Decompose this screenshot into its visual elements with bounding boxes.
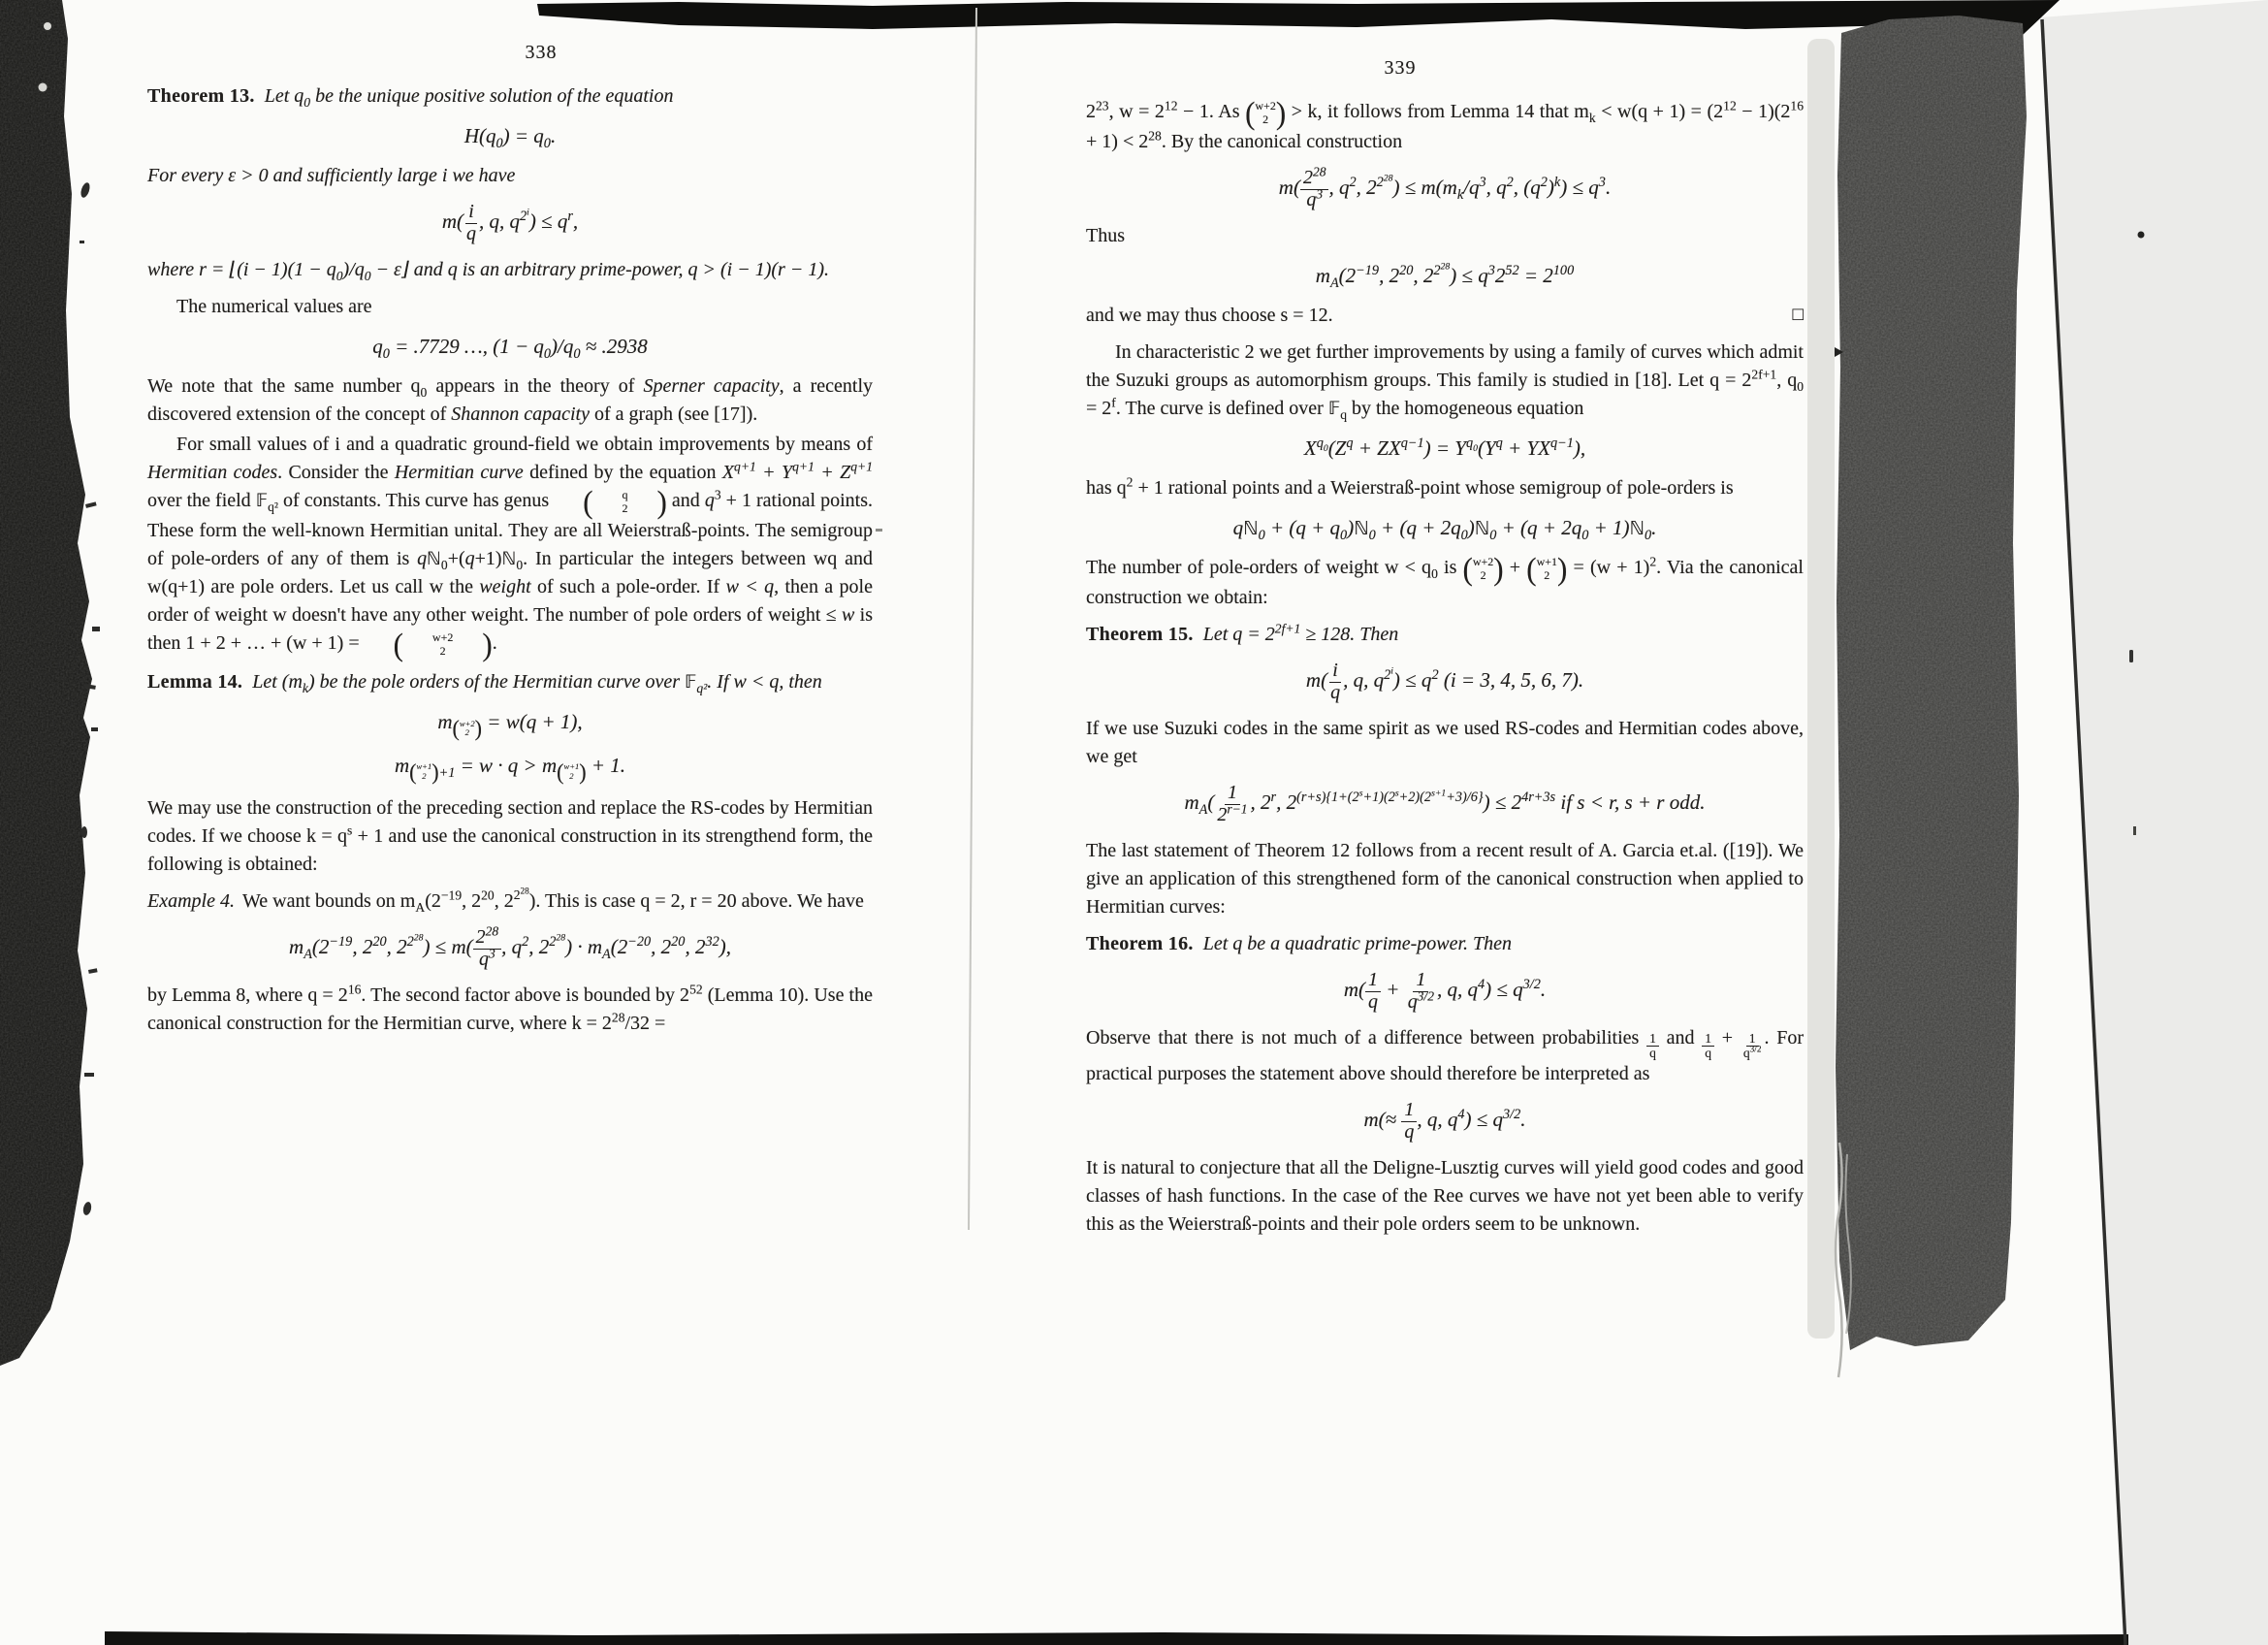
theorem-13-heading: [147, 82, 873, 111]
theorem-16-heading: [1086, 930, 1804, 958]
paragraph-suzuki-codes: If we use Suzuki codes in the same spirit as we used RS-codes and Hermitian codes above, we get: [1086, 718, 1804, 768]
gutter-line: [969, 8, 976, 1230]
strip-white-speck: [44, 22, 51, 30]
paragraph-choose-s: [1086, 302, 1804, 330]
equation-theorem-16: m( $\frac{1}{q}$ + $\frac{1}{q^{3/2}}$ , q, $q^4) \le q^{3/2}$.: [1343, 969, 1547, 1013]
equation-lemma14-first: m $_{( w+2 2 )}$ = w(q + 1),: [437, 710, 583, 742]
paragraph-canonical-construction: We may use the construction of the preceding section and replace the RS-codes by Hermitian codes. If we choose $k = q^s + 1$ and use the canonical construction in its strengthend form, the following is obtained:: [147, 797, 874, 876]
paragraph-hermitian-codes: For small values of i and a quadratic ground-field we obtain improvements by means of Hermitian codes. Consider the Hermitian curve defined by the equation $X^{q+1} + Y^{q+1} + Z^{q+1}$ over the field 𝔽$_{q^2}$ of constants. This curve has genus ( q 2 ) and $q^3 + 1$ rational points. These form the well-known Hermitian unital. They are all Weierstraß-points. The semigroup of pole-orders of any of them is qℕ$_0$+(q+1)ℕ$_0$. In particular the integers between wq and w(q+1) are pole orders. Let us call w the weight of such a pole-order. If w < q, then a pole order of weight w doesn't have any other weight. The number of pole orders of weight ≤ w is then 1 + 2 + … + (w + 1) = ( w+2 2 ) .: [147, 434, 873, 662]
lemma-14-heading: [147, 668, 873, 696]
page-number-left: 338: [525, 42, 558, 63]
page-edge-slanted-line: [2042, 19, 2125, 1645]
choose-s-text: and we may thus choose s = 12.: [1086, 305, 1333, 327]
paragraph-thus: Thus: [1086, 225, 1125, 247]
equation-thus-bound: $m_A(2^{-19}$, $2^{20}$, $2^{2^{28}}) \le q^32^{52} = 2^{100}$: [1315, 261, 1575, 292]
page-339: [1086, 54, 1804, 1241]
equation-approx: m(≈ $\frac{1}{q}$ , q, $q^4) \le q^{3/2}$.: [1363, 1099, 1526, 1143]
scan-right-margin-region: [2040, 0, 2268, 1645]
equation-theorem-15: m( $\frac{i}{q}$ , q, $q^{2^i}) \le q^2$ (i = 3, 4, 5, 6, 7).: [1305, 660, 1584, 703]
page-338: [147, 39, 873, 1040]
paragraph-sperner-capacity: We note that the same number $q_0$ appears in the theory of Sperner capacity, a recently discovered extension of the concept of Shannon capacity of a graph (see [17]).: [147, 375, 873, 426]
theorem-16-body: Let q be a quadratic prime-power. Then: [1202, 933, 1513, 955]
paragraph-garcia: The last statement of Theorem 12 follows from a recent result of A. Garcia et.al. ([19]). We give an application of this strengthened form of the canonical construction when applied to Hermitian curves:: [1086, 840, 1804, 919]
equation-canonical-bound: m( $\frac{2^{28}}{q^3}$ , $q^2$, $2^{2^{28}}) \le m(m_k/q^3$, $q^2$, $(q^2)^k) \le q^3$.: [1278, 164, 1612, 210]
equation-suzuki-curve: $X^{q_0}(Z^q + ZX^{q-1}) = Y^{q_0}(Y^q + YX^{q-1})$,: [1303, 435, 1586, 461]
margin-smudges: [80, 181, 100, 1216]
equation-m-bound: m( $\frac{i}{q}$ , q, $q^{2^i}) \le q^r$,: [441, 201, 579, 244]
paragraph-characteristic-2: In characteristic 2 we get further improvements by using a family of curves which admit the Suzuki groups as automorphism groups. This family is studied in [18]. Let $q = 2^{2f+1}$, $q_0 = 2^f$. The curve is defined over 𝔽$_q$ by the homogeneous equation: [1086, 341, 1804, 423]
theorem-13-hypothesis: For every ε > 0 and sufficiently large i we have: [147, 165, 516, 186]
example-4-body: We want bounds on $m_A(2^{-19}$, $2^{20}$, $2^{2^{28}}$). This is case q = 2, r = 20 above. We have: [241, 886, 864, 916]
equation-q0-value: $q_0 = .7729$ …, $(1 - q_0)/q_0 \approx .2938$: [372, 335, 648, 363]
example-4-label: Example 4.: [147, 890, 235, 913]
theorem-13-label: Theorem 13.: [147, 85, 255, 107]
paragraph-rational-points: has $q^2 + 1$ rational points and a Weierstraß-point whose semigroup of pole-orders is: [1086, 474, 1734, 500]
theorem-15-label: Theorem 15.: [1086, 624, 1194, 646]
theorem-15-body: Let $q = 2^{2f+1} \ge 128$. Then: [1202, 621, 1399, 646]
paragraph-numerical-values: The numerical values are: [176, 296, 372, 318]
page-curl-shadow: [1807, 39, 1835, 1339]
theorem-15-heading: [1086, 621, 1804, 649]
equation-example-bound: $m_A(2^{-19}$, $2^{20}$, $2^{2^{28}}) \le m$( $\frac{2^{28}}{q^3}$ , $q^2$, $2^{2^{28}}) \cdot m_A(2^{-20}$, $2^{20}$, $2^{32}$),: [289, 923, 731, 970]
pencil-scribbles: [1836, 1143, 1851, 1377]
qed-square: □: [1792, 305, 1804, 326]
theorem-16-label: Theorem 16.: [1086, 933, 1194, 955]
equation-fixed-point: $H(q_0) = q_0$.: [463, 124, 557, 152]
paragraph-observe: Observe that there is not much of a difference between probabilities $\frac{1}{q}$ and $\frac{1}{q}$ + $\frac{1}{q^{3/2}}$ . For practical purposes the statement above should therefore be interpreted as: [1086, 1027, 1804, 1085]
paragraph-pole-orders: The number of pole-orders of weight $w < q_0$ is ( w+2 2 ) + ( w+1 2 ) = $(w + 1)^2$. Via the canonical construction we obtain:: [1086, 551, 1804, 609]
page-number-right: 339: [1384, 57, 1417, 79]
scan-bottom-black-band: [105, 1631, 2128, 1645]
theorem-13-where-clause: where r = ⌊(i − $1)(1 - q_0)/q_0$ − ε⌋ and q is an arbitrary prime-power, q > (i − 1)(r − 1).: [147, 259, 829, 284]
scan-left-black-strip: [0, 0, 92, 1366]
lemma-14-body: Let $(m_k)$ be the pole orders of the Hermitian curve over 𝔽$_{q^2}$. If w < q, then: [252, 671, 822, 696]
scan-right-dark-band: [1836, 16, 2027, 1350]
scan-top-black-band: [537, 0, 2060, 35]
equation-semigroup: qℕ$_0$ + $(q + q_0)ℕ_0 + (q$ + $2q_0)ℕ_0 + (q + 2q_0$ + 1)ℕ$_0$.: [1232, 516, 1657, 544]
paragraph-conjecture: It is natural to conjecture that all the Deligne-Lusztig curves will yield good codes and good classes of hash functions. In the case of the Ree curves we have not yet been able to verify this as the Weierstraß-points and their pole orders seem to be unknown.: [1086, 1157, 1804, 1236]
lemma-14-label: Lemma 14.: [147, 671, 243, 693]
equation-lemma14-second: m $_{( w+1 2 ) +1}$ = w · q > m $_{( w+1 2 )}$ + 1.: [394, 753, 626, 785]
paragraph-lemma-8: by Lemma 8, where $q = 2^{16}$. The second factor above is bounded by $2^{52}$ (Lemma 10). Use the canonical construction for the Hermitian curve, where $k = 2^{28}/32$ =: [147, 982, 873, 1035]
paragraph-continuation: $2^{23}$, $w = 2^{12} - 1$. As ( w+2 2 ) > k, it follows from Lemma 14 that $m_k < w(q + 1) = (2^{12} - 1)(2^{16} + 1) < 2^{28}$. By the canonical construction: [1086, 95, 1804, 152]
example-4: [147, 887, 873, 916]
strip-white-speck: [39, 83, 48, 92]
theorem-13-intro: Let $q_0$ be the unique positive solution of the equation: [264, 85, 674, 110]
equation-suzuki-bound: $m_A$( $\frac{1}{2^{r-1}}$ , 2$^r$, $2^{(r+s)\{1+(2^s+1)(2^s+2)(2^{s+1}+3)/6\}}) \le 2^{4r+3s}$ if s < r, s + r odd.: [1184, 782, 1706, 825]
